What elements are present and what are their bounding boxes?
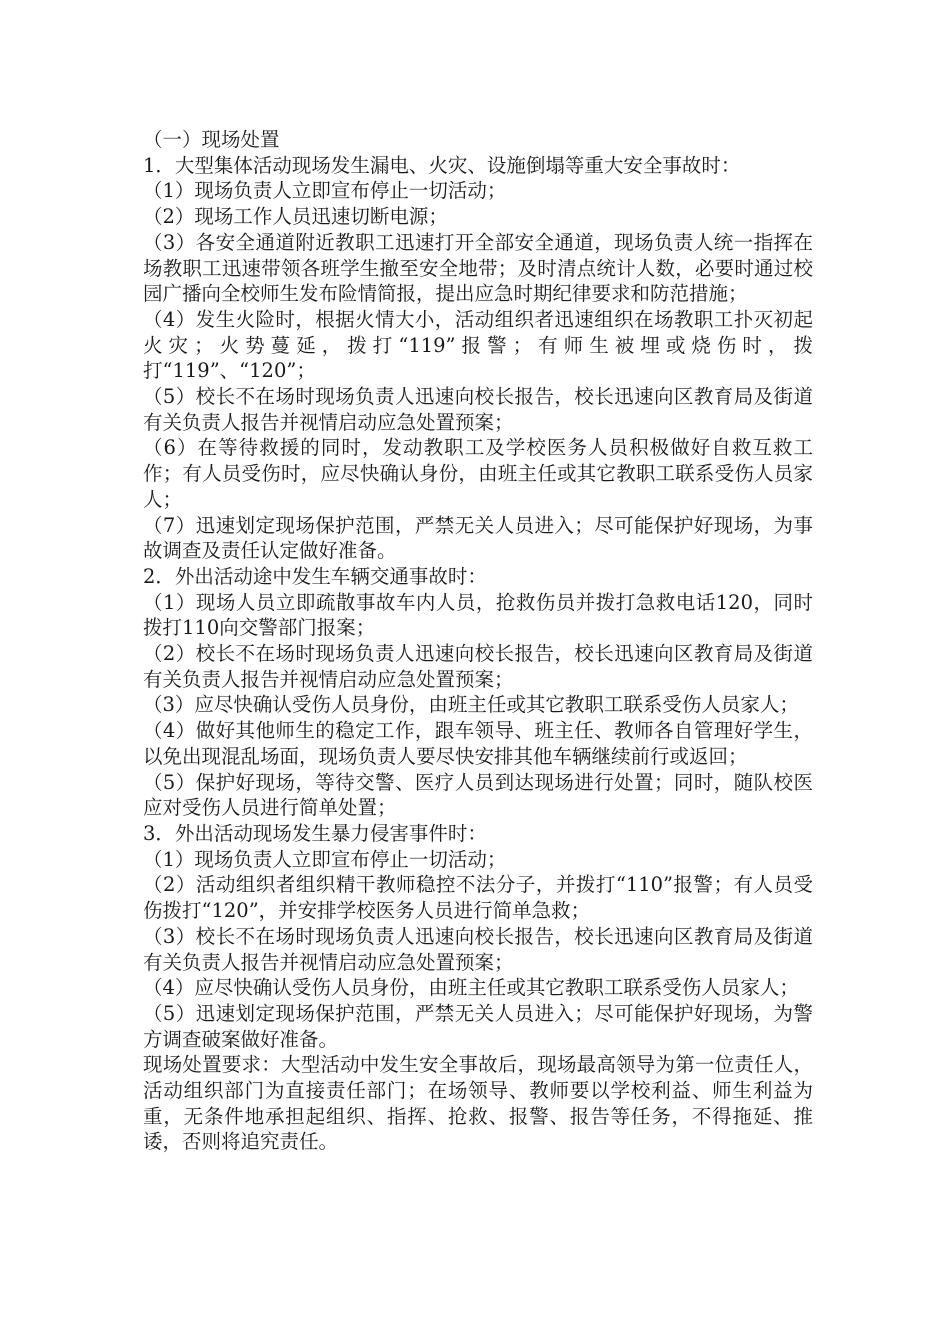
document-body	[143, 127, 813, 1155]
subsection-heading-2: 2．外出活动途中发生车辆交通事故时：	[143, 564, 487, 588]
list-item: （2）校长不在场时现场负责人迅速向校长报告，校长迅速向区教育局及街道有关负责人报告并视情启动应急处置预案；	[143, 642, 813, 691]
list-item: （1）现场负责人立即宣布停止一切活动；	[143, 847, 507, 871]
list-item: （3）各安全通道附近教职工迅速打开全部安全通道，现场负责人统一指挥在场教职工迅速带领各班学生撤至安全地带；及时清点统计人数，必要时通过校园广播向全校师生发布险情简报，提出应急时期纪律要求和防范措施；	[143, 230, 813, 306]
list-item: （2）现场工作人员迅速切断电源；	[143, 205, 448, 229]
section-heading: （一）现场处置	[143, 128, 280, 151]
list-item: （4）应尽快确认受伤人员身份，由班主任或其它教职工联系受伤人员家人；	[143, 976, 799, 1000]
list-item: （5）校长不在场时现场负责人迅速向校长报告，校长迅速向区教育局及街道有关负责人报告并视情启动应急处置预案；	[143, 385, 813, 434]
list-item: （1）现场人员立即疏散事故车内人员，抢救伤员并拨打急救电话120，同时拨打110向交警部门报案；	[143, 590, 813, 640]
requirements-paragraph: 现场处置要求：大型活动中发生安全事故后，现场最高领导为第一位责任人，活动组织部门为直接责任部门；在场领导、教师要以学校利益、师生利益为重，无条件地承担起组织、指挥、抢救、报警、报告等任务，不得拖延、推诿，否则将追究责任。	[143, 1053, 813, 1154]
list-item: （2）活动组织者组织精干教师稳控不法分子，并拨打“110”报警；有人员受伤拨打“120”，并安排学校医务人员进行简单急救；	[143, 873, 813, 923]
list-item: （4）发生火险时，根据火情大小，活动组织者迅速组织在场教职工扑灭初起火灾；火势蔓延，拨打“119”报警；有师生被埋或烧伤时，拨打“119”、“120”；	[143, 307, 813, 383]
subsection-heading-1: 1．大型集体活动现场发生漏电、火灾、设施倒塌等重大安全事故时：	[143, 153, 741, 177]
list-item: （5）保护好现场，等待交警、医疗人员到达现场进行处置；同时，随队校医应对受伤人员进行简单处置；	[143, 770, 813, 820]
subsection-heading-3: 3．外出活动现场发生暴力侵害事件时：	[143, 821, 487, 845]
list-item: （7）迅速划定现场保护范围，严禁无关人员进入；尽可能保护好现场，为事故调查及责任认定做好准备。	[143, 513, 813, 563]
list-item: （5）迅速划定现场保护范围，严禁无关人员进入；尽可能保护好现场，为警方调查破案做好准备。	[143, 1001, 813, 1051]
list-item: （3）校长不在场时现场负责人迅速向校长报告，校长迅速向区教育局及街道有关负责人报告并视情启动应急处置预案；	[143, 924, 813, 974]
list-item: （4）做好其他师生的稳定工作，跟车领导、班主任、教师各自管理好学生，以免出现混乱场面，现场负责人要尽快安排其他车辆继续前行或返回；	[143, 719, 813, 768]
list-item: （3）应尽快确认受伤人员身份，由班主任或其它教职工联系受伤人员家人；	[143, 693, 799, 717]
list-item: （1）现场负责人立即宣布停止一切活动；	[143, 179, 507, 203]
list-item: （6）在等待救援的同时，发动教职工及学校医务人员积极做好自救互救工作；有人员受伤时，应尽快确认身份，由班主任或其它教职工联系受伤人员家人；	[143, 436, 813, 511]
